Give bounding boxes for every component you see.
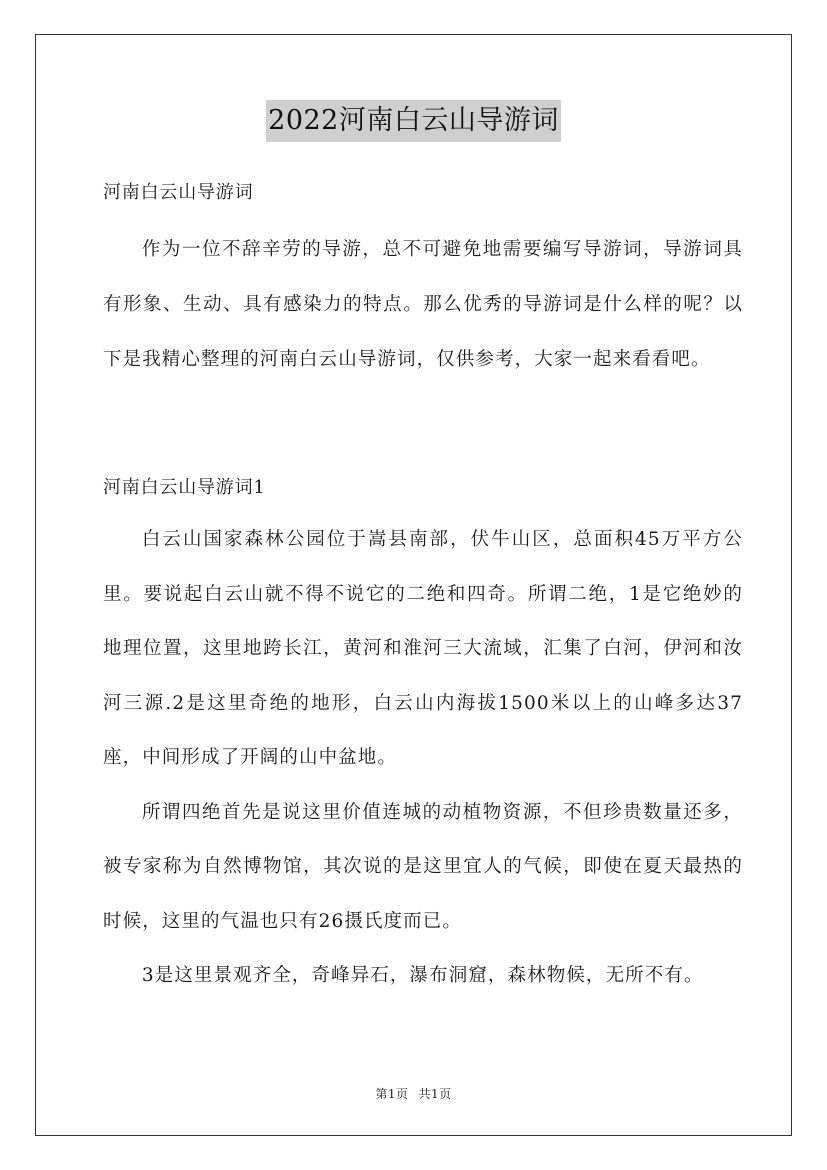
page-number: 第1页 — [375, 1087, 409, 1101]
section-heading: 河南白云山导游词1 — [103, 477, 266, 498]
body-paragraph-2: 所谓四绝首先是说这里价值连城的动植物资源，不但珍贵数量还多，被专家称为自然博物馆，其次说的是这里宜人的气候，即使在夏天最热的时候，这里的气温也只有26摄氏度而已。 — [103, 801, 743, 932]
body-paragraph-3: 3是这里景观齐全，奇峰异石，瀑布洞窟，森林物候，无所不有。 — [141, 965, 704, 986]
document-body — [103, 172, 743, 1004]
intro-paragraph: 作为一位不辞辛劳的导游，总不可避免地需要编写导游词，导游词具有形象、生动、具有感染力的特点。那么优秀的导游词是什么样的呢？以下是我精心整理的河南白云山导游词，仅供参考，大家一起来看看吧。 — [103, 239, 743, 370]
intro-heading: 河南白云山导游词 — [103, 182, 254, 203]
page-footer — [0, 1085, 827, 1102]
page-total: 共1页 — [418, 1087, 452, 1101]
title-container — [0, 100, 827, 142]
body-paragraph-1: 白云山国家森林公园位于嵩县南部，伏牛山区，总面积45万平方公里。要说起白云山就不得不说它的二绝和四奇。所谓二绝，1是它绝妙的地理位置，这里地跨长江，黄河和淮河三大流域，汇集了白河，伊河和汝河三源.2是这里奇绝的地形，白云山内海拔1500米以上的山峰多达37座，中间形成了开阔的山中盆地。 — [103, 529, 743, 768]
document-title: 2022河南白云山导游词 — [266, 100, 561, 142]
